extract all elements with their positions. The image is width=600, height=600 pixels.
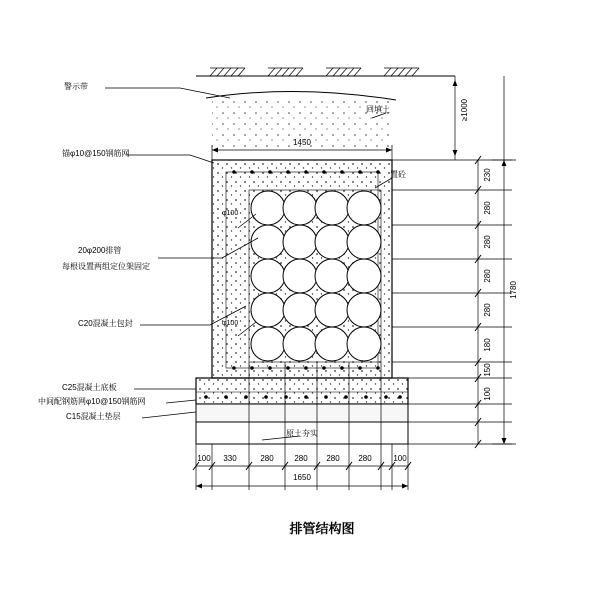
warning-tape-leader: [105, 88, 230, 98]
ground-line: [196, 68, 455, 76]
label-backfill: 回填土: [366, 105, 390, 114]
dim-bottom-1: 100: [197, 454, 211, 463]
label-compacted-soil: 原土夯实: [286, 429, 318, 438]
label-pipe-dia-lower: φ100: [222, 320, 239, 327]
dim-right-chain: [392, 76, 516, 448]
dim-top-width-text: 1450: [293, 138, 311, 147]
dim-right-7: 150: [483, 363, 492, 377]
dim-right-2: 280: [483, 201, 492, 215]
dim-right-8: 100: [483, 387, 492, 401]
dim-bottom-4: 280: [294, 454, 308, 463]
label-base-slab: C25混凝土底板: [62, 383, 117, 392]
dim-bottom-3: 280: [260, 454, 274, 463]
dim-bottom-7: 100: [393, 454, 407, 463]
dim-right-total: 1780: [509, 281, 518, 299]
dim-right-5: 280: [483, 303, 492, 317]
dim-right-3: 280: [483, 235, 492, 249]
label-concrete-seal: C20混凝土包封: [78, 319, 133, 328]
label-warning-tape: 警示带: [64, 82, 88, 91]
label-cushion: C15混凝土垫层: [66, 412, 121, 421]
label-pipes: 20φ200排管: [78, 246, 122, 255]
label-pipe-dia-upper: φ100: [222, 210, 239, 217]
cushion-layer: [196, 404, 408, 422]
dim-bottom-total: 1650: [293, 473, 311, 482]
label-middle-mesh: 中间配钢筋网φ10@150钢筋网: [38, 397, 146, 406]
base-slab: [196, 378, 408, 404]
dim-right-1: 230: [483, 168, 492, 182]
dim-bottom-6: 280: [358, 454, 372, 463]
dim-right-6: 180: [483, 338, 492, 352]
label-steel-mesh: 锚φ10@150钢筋网: [62, 149, 130, 158]
dim-right-4: 280: [483, 269, 492, 283]
page-title: 排管结构图: [289, 521, 355, 536]
dim-bottom-2: 330: [223, 454, 237, 463]
dim-bottom-5: 280: [326, 454, 340, 463]
concrete-encasement: [212, 160, 392, 378]
label-gravel: 置砼: [390, 170, 406, 179]
dim-cover-depth: ≥1000: [460, 98, 469, 122]
label-pipes-note: 每根设置两组定位架固定: [62, 262, 150, 271]
